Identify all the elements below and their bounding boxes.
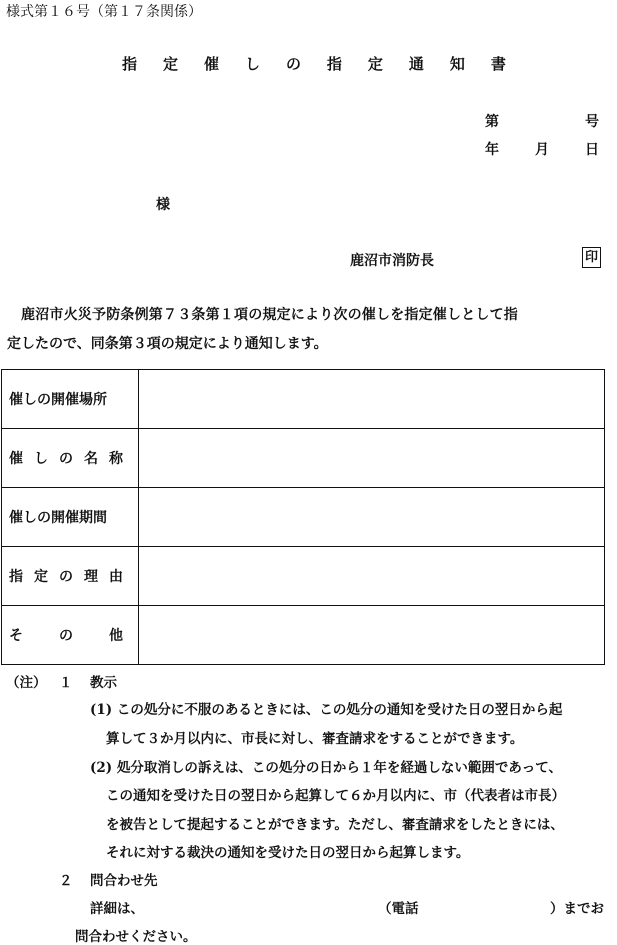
row-value-reason[interactable] — [139, 547, 605, 606]
title-char: 書 — [490, 55, 506, 73]
row-value-other[interactable] — [139, 606, 605, 665]
date-year: 年 — [485, 142, 499, 158]
document-title — [122, 53, 506, 74]
contact-detail-label: 詳細は、 — [90, 901, 144, 917]
number-suffix: 号 — [585, 114, 599, 130]
title-char: の — [285, 55, 301, 73]
note-1-1-line-2: 算して３か月以内に、市長に対し、審査請求をすることができます。 — [106, 731, 524, 747]
label-char: 指 — [9, 569, 23, 585]
number-label: 第 — [485, 114, 499, 130]
title-char: 指 — [326, 55, 342, 73]
label-char: 定 — [34, 569, 48, 585]
notes-heading: （注） — [6, 675, 47, 691]
table-row — [2, 429, 605, 488]
label-char: そ — [9, 628, 23, 644]
notice-body — [7, 301, 617, 359]
note-item-1-title: 教示 — [90, 675, 117, 691]
table-row — [2, 606, 605, 665]
row-label-reason — [2, 547, 139, 606]
addressee-suffix: 様 — [156, 197, 170, 213]
row-label-other — [2, 606, 139, 665]
label-char: 名 — [84, 451, 98, 467]
label-char: の — [59, 451, 73, 467]
title-char: 知 — [449, 55, 465, 73]
label-char: の — [59, 628, 73, 644]
row-value-venue[interactable] — [139, 370, 605, 429]
date-month: 月 — [535, 142, 549, 158]
body-line-2: 定したので、同条第３項の規定により通知します。 — [7, 336, 328, 352]
contact-tel-close: ）までお — [550, 901, 604, 917]
label-char: 他 — [109, 628, 123, 644]
table-row — [2, 488, 605, 547]
contact-last-line: 問合わせください。 — [75, 929, 197, 945]
label-char: の — [59, 569, 73, 585]
seal-stamp: 印 — [582, 247, 601, 268]
table-row — [2, 547, 605, 606]
event-details-table — [1, 369, 605, 665]
title-char: 催 — [203, 55, 219, 73]
table-row — [2, 370, 605, 429]
row-label-event-name — [2, 429, 139, 488]
label-char: し — [34, 451, 48, 467]
title-char: し — [244, 55, 260, 73]
note-item-2-number: ２ — [59, 873, 73, 889]
note-1-2-line-2: この通知を受けた日の翌日から起算して６か月以内に、市（代表者は市長） — [106, 788, 565, 804]
label-char: 由 — [109, 569, 123, 585]
note-1-2-line-4: それに対する裁決の通知を受けた日の翌日から起算します。 — [106, 845, 470, 861]
title-char: 通 — [408, 55, 424, 73]
form-number: 様式第１６号（第１７条関係） — [6, 4, 202, 20]
row-value-period[interactable] — [139, 488, 605, 547]
note-1-2-line-1: (2) 処分取消しの訴えは、この処分の日から１年を経過しない範囲であって、 — [90, 760, 562, 776]
title-char: 定 — [367, 55, 383, 73]
row-label-venue: 催しの開催場所 — [2, 370, 139, 429]
note-1-2-line-3: を被告として提起することができます。ただし、審査請求をしたときには、 — [106, 817, 564, 833]
note-item-2-title: 問合わせ先 — [90, 873, 158, 889]
contact-tel-open: （電話 — [378, 901, 419, 917]
body-line-1: 鹿沼市火災予防条例第７３条第１項の規定により次の催しを指定催しとして指 — [21, 307, 518, 323]
row-label-period: 催しの開催期間 — [2, 488, 139, 547]
label-char: 称 — [109, 451, 123, 467]
note-1-1-line-1: (1) この処分に不服のあるときには、この処分の通知を受けた日の翌日から起 — [90, 702, 563, 718]
issuer-name: 鹿沼市消防長 — [350, 253, 434, 269]
label-char: 催 — [9, 451, 23, 467]
title-char: 定 — [162, 55, 178, 73]
date-day: 日 — [585, 142, 599, 158]
label-char: 理 — [84, 569, 98, 585]
title-char: 指 — [122, 55, 138, 73]
row-value-event-name[interactable] — [139, 429, 605, 488]
note-item-1-number: １ — [59, 675, 73, 691]
